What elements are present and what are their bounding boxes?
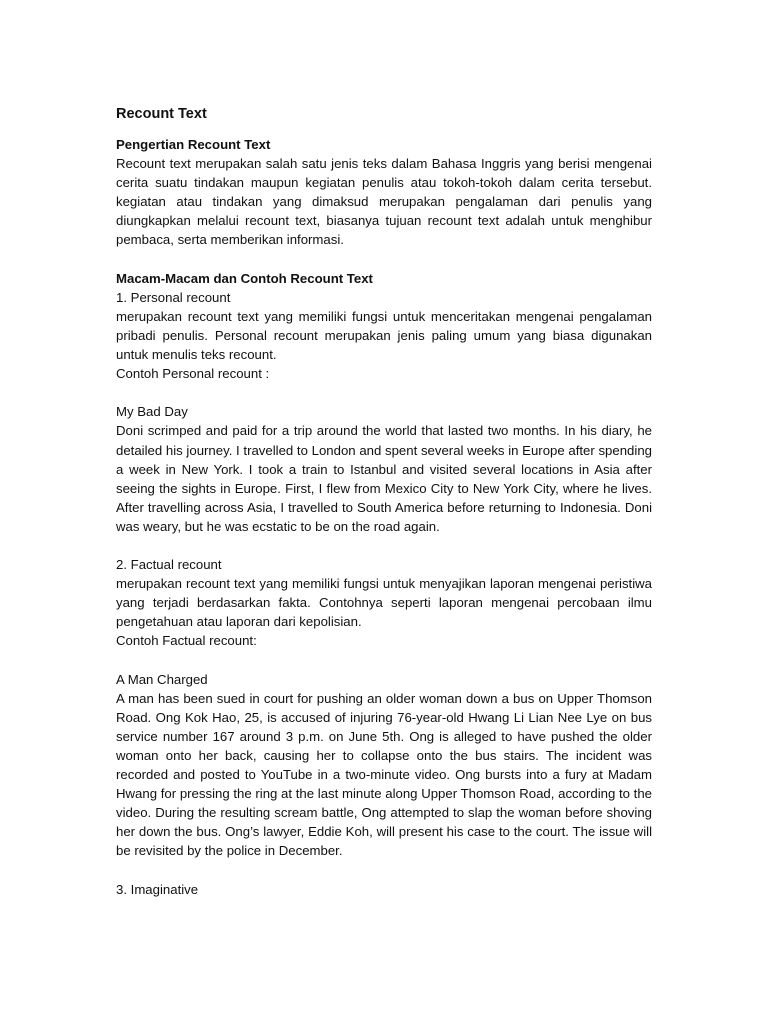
imaginative-heading: 3. Imaginative bbox=[116, 881, 199, 897]
types-heading: Macam-Macam dan Contoh Recount Text bbox=[116, 270, 373, 286]
personal-example-title: My Bad Day bbox=[116, 404, 188, 420]
document-page bbox=[116, 103, 652, 899]
factual-body: merupakan recount text yang memiliki fungsi untuk menyajikan laporan mengenai peristiwa yang terjadi berdasarkan fakta. Contohnya seperti laporan mengenai percobaan ilmu pengetahuan atau laporan dari kepolisian. bbox=[116, 576, 652, 630]
factual-heading: 2. Factual recount bbox=[116, 557, 222, 573]
spacer bbox=[116, 651, 652, 670]
definition-heading: Pengertian Recount Text bbox=[116, 137, 271, 152]
spacer bbox=[116, 861, 652, 880]
personal-example-label: Contoh Personal recount : bbox=[116, 366, 270, 382]
spacer bbox=[116, 536, 652, 555]
spacer bbox=[116, 383, 652, 402]
factual-example-title: A Man Charged bbox=[116, 671, 208, 687]
spacer bbox=[116, 250, 652, 269]
personal-body: merupakan recount text yang memiliki fungsi untuk menceritakan mengenai pengalaman pribadi penulis. Personal recount merupakan jenis paling umum yang biasa digunakan untuk menulis teks recount. bbox=[116, 308, 652, 363]
personal-example-body: Doni scrimped and paid for a trip around the world that lasted two months. In his diary, he detailed his journey. I travelled to London and spent several weeks in Europe after spending a week in New York. I took a train to Istanbul and visited several locations in Asia after seeing the sights in Europe. First, I flew from Mexico City to New York City, where he lives. After travelling across Asia, I travelled to South America before returning to Indonesia. Doni was weary, but he was ecstatic to be on the road again. bbox=[116, 423, 652, 534]
factual-example-body: A man has been sued in court for pushing an older woman down a bus on Upper Thomson Road. Ong Kok Hao, 25, is accused of injuring 76-year-old Hwang Li Lian Nee Lye on bus service number 167 around 3 p.m. on June 5th. Ong is alleged to have pushed the older woman onto her back, causing her to collapse onto the bus stairs. The incident was recorded and posted to YouTube in a two-minute video. Ong bursts into a fury at Madam Hwang for pressing the ring at the last minute along Upper Thomson Road, according to the video. During the resulting scream battle, Ong attempted to slap the woman before shoving her down the bus. Ong’s lawyer, Eddie Koh, will present his case to the court. The issue will be revisited by the police in December. bbox=[116, 690, 652, 859]
document-title: Recount Text bbox=[116, 106, 207, 122]
personal-heading: 1. Personal recount bbox=[116, 289, 231, 305]
definition-body: Recount text merupakan salah satu jenis teks dalam Bahasa Inggris yang berisi mengenai cerita suatu tindakan maupun kegiatan penulis atau tokoh-tokoh dalam cerita tersebut. kegiatan atau tindakan yang dimaksud merupakan pengalaman dari penulis yang diungkapkan melalui recount text, biasanya tujuan recount text adalah untuk menghibur pembaca, serta memberikan informasi. bbox=[116, 156, 652, 248]
factual-example-label: Contoh Factual recount: bbox=[116, 633, 257, 649]
